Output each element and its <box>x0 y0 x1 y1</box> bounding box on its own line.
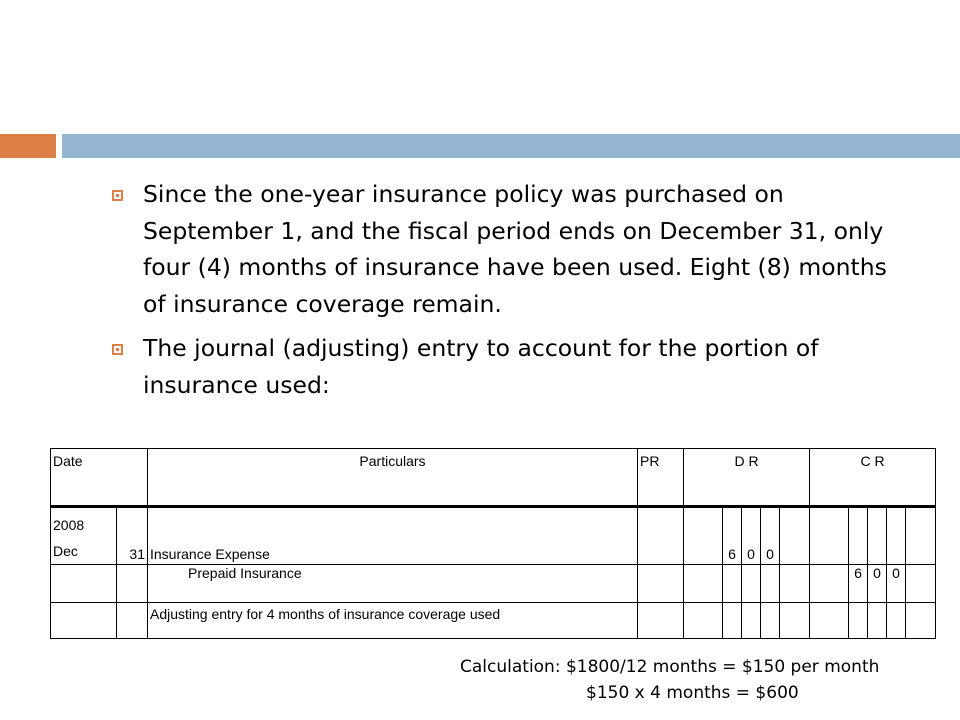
amount-cell <box>742 603 761 639</box>
debit-account: Insurance Expense <box>148 507 638 565</box>
bullet-item <box>112 176 902 322</box>
header-row <box>51 449 936 507</box>
credit-digit: 0 <box>868 565 887 603</box>
credit-account: Prepaid Insurance <box>148 565 638 603</box>
amount-cell <box>810 603 849 639</box>
date-cell <box>51 603 117 639</box>
amount-cell <box>723 603 742 639</box>
debit-digit: 6 <box>723 507 742 565</box>
credit-header: C R <box>810 449 936 507</box>
amount-cell <box>906 507 936 565</box>
credit-digit: 0 <box>887 565 906 603</box>
date-header: Date <box>51 449 148 507</box>
pr-cell <box>638 507 684 565</box>
month: Dec <box>53 543 78 559</box>
day-cell <box>117 603 148 639</box>
calculation-note <box>460 654 879 706</box>
bullet-text: Since the one-year insurance policy was purchased on September 1, and the fiscal period ends on December 31, only four (4) months of insurance have been used. Eight (8) months of insurance coverage remain. <box>143 180 887 318</box>
square-bullet-icon <box>112 344 123 355</box>
amount-cell <box>906 565 936 603</box>
square-bullet-icon <box>112 190 123 201</box>
pr-cell <box>638 603 684 639</box>
calculation-line: $150 x 4 months = $600 <box>586 683 799 703</box>
date-cell <box>51 507 117 565</box>
debit-row <box>51 507 936 565</box>
year: 2008 <box>53 517 85 533</box>
amount-cell <box>780 565 810 603</box>
amount-cell <box>684 565 723 603</box>
bullet-item <box>112 330 902 403</box>
particulars-header: Particulars <box>148 449 638 507</box>
amount-cell <box>868 603 887 639</box>
credit-digit: 6 <box>849 565 868 603</box>
amount-cell <box>684 507 723 565</box>
debit-digit: 0 <box>761 507 780 565</box>
amount-cell <box>849 603 868 639</box>
amount-cell <box>684 603 723 639</box>
pr-cell <box>638 565 684 603</box>
credit-row <box>51 565 936 603</box>
calculation-line: Calculation: $1800/12 months = $150 per month <box>460 657 880 677</box>
amount-cell <box>810 565 849 603</box>
accent-bar <box>0 134 56 158</box>
explanation-row <box>51 603 936 639</box>
bullet-list <box>112 176 902 411</box>
amount-cell <box>868 507 887 565</box>
day-cell <box>117 565 148 603</box>
amount-cell <box>761 603 780 639</box>
pr-header: PR <box>638 449 684 507</box>
amount-cell <box>761 565 780 603</box>
amount-cell <box>887 603 906 639</box>
debit-header: D R <box>684 449 810 507</box>
amount-cell <box>849 507 868 565</box>
amount-cell <box>906 603 936 639</box>
amount-cell <box>780 507 810 565</box>
amount-cell <box>742 565 761 603</box>
journal-entry-table <box>50 448 936 639</box>
explanation: Adjusting entry for 4 months of insurance coverage used <box>148 603 638 639</box>
bullet-text: The journal (adjusting) entry to account for the portion of insurance used: <box>143 334 819 399</box>
amount-cell <box>810 507 849 565</box>
amount-cell <box>780 603 810 639</box>
day: 31 <box>117 507 148 565</box>
date-cell <box>51 565 117 603</box>
header-bar <box>62 134 960 158</box>
amount-cell <box>723 565 742 603</box>
amount-cell <box>887 507 906 565</box>
debit-digit: 0 <box>742 507 761 565</box>
